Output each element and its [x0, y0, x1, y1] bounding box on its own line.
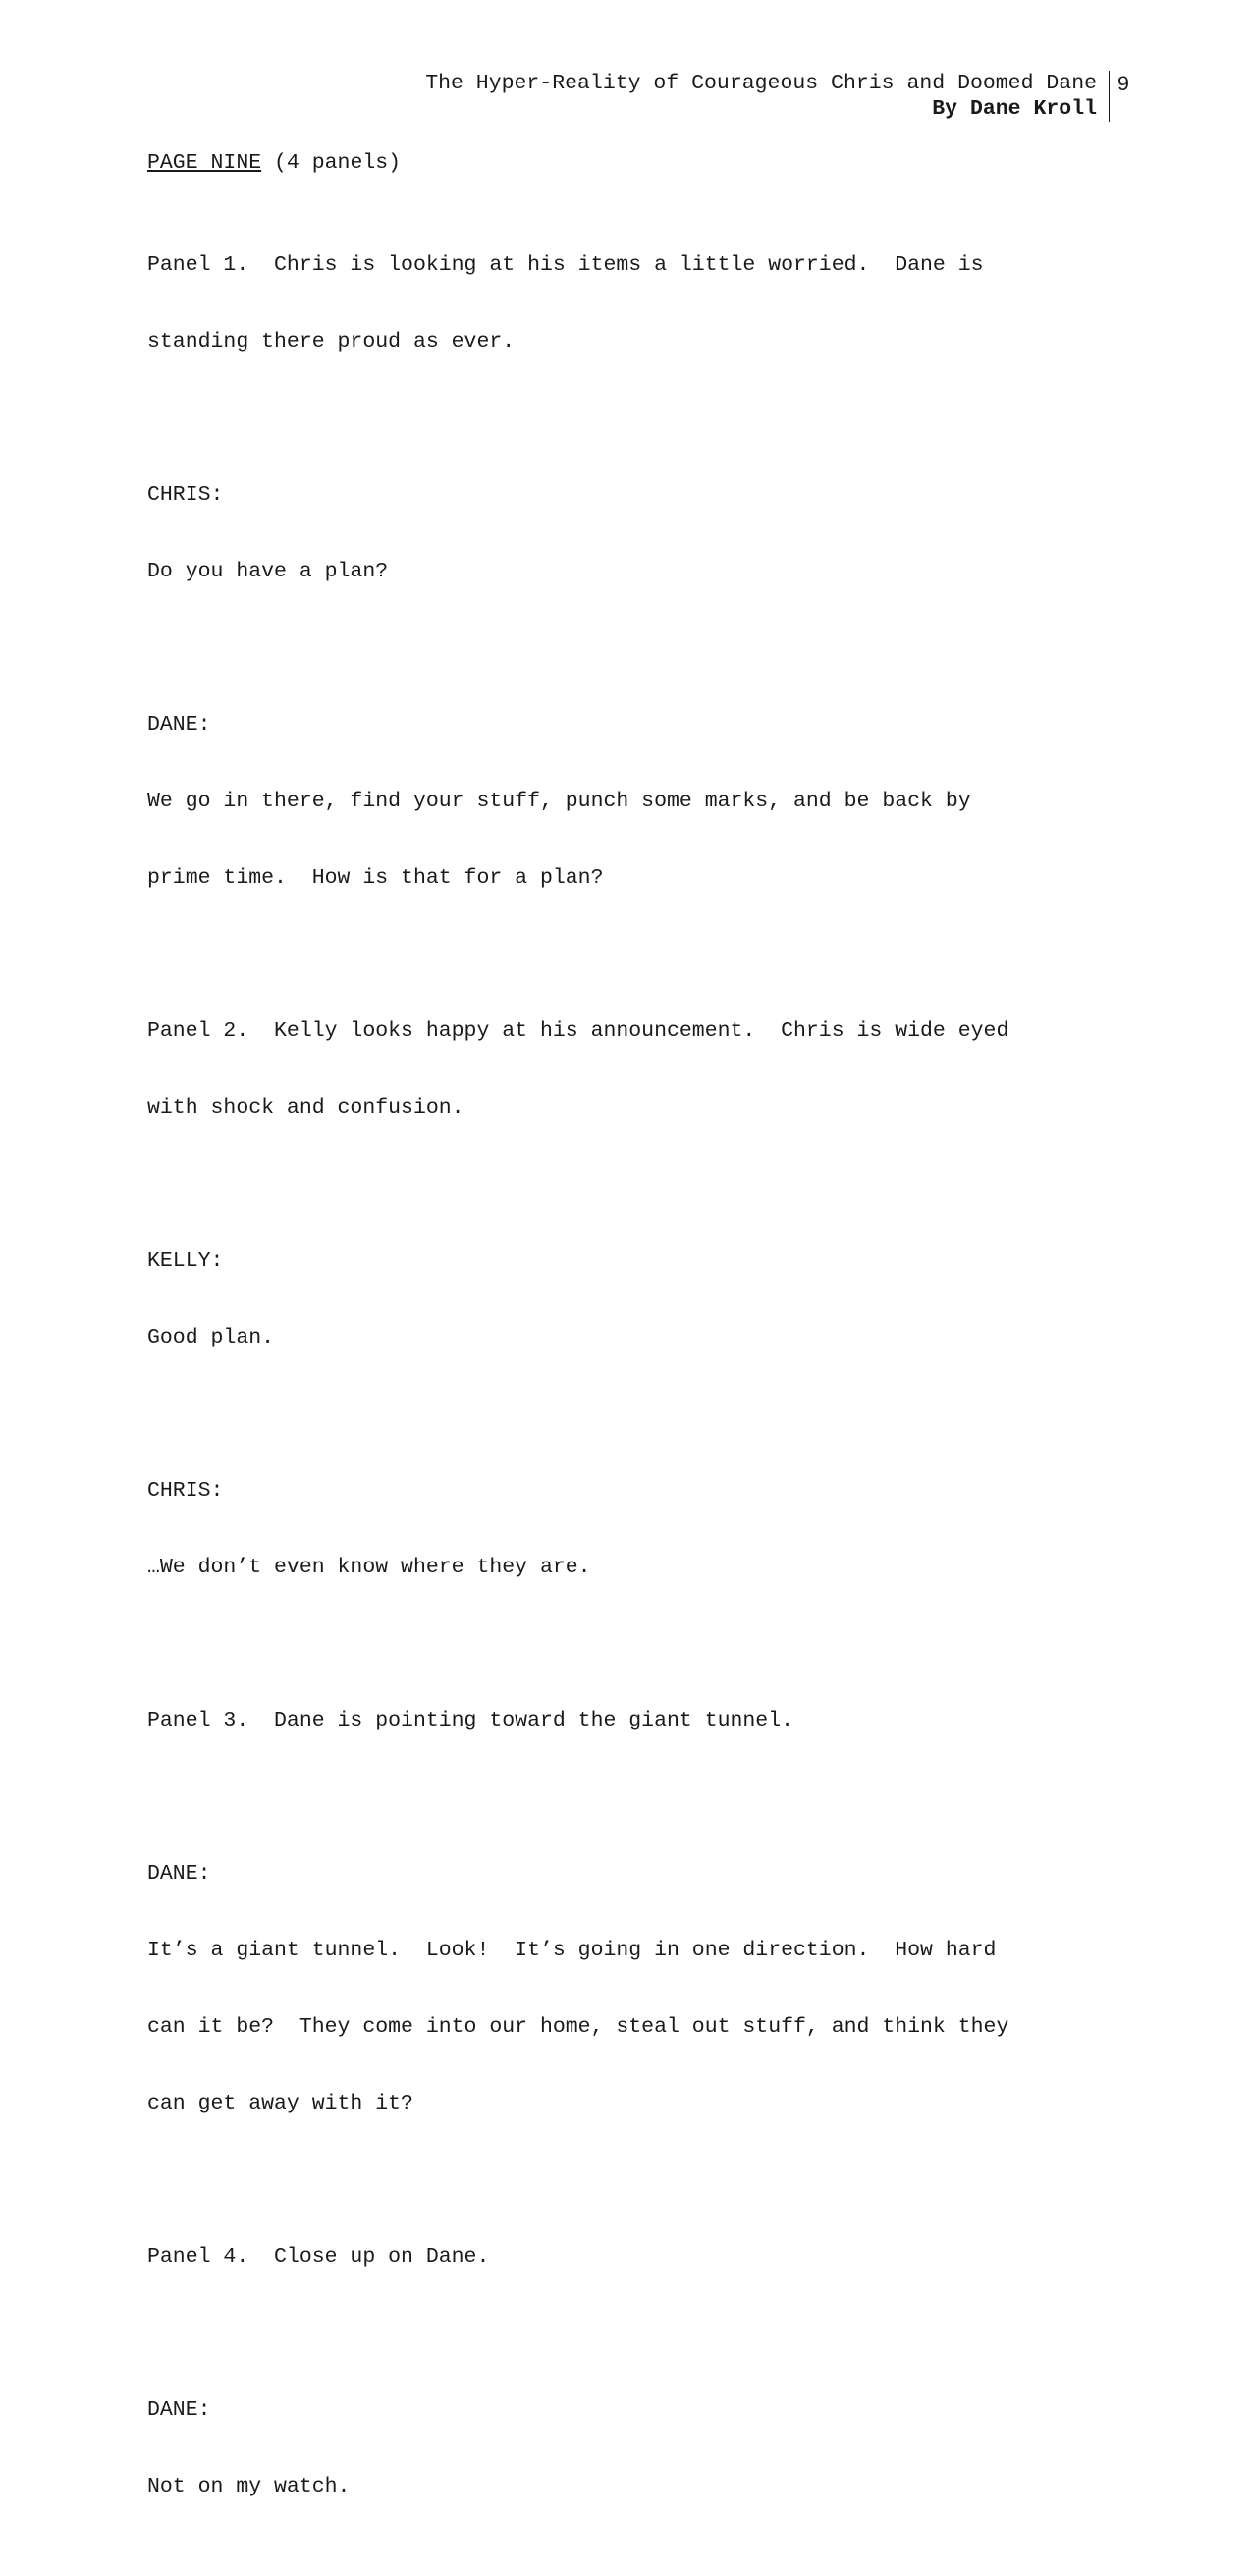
page-heading-label: PAGE NINE — [147, 151, 262, 175]
script-title: The Hyper-Reality of Courageous Chris and Doomed Dane — [425, 72, 1097, 95]
dialogue-chris-2 — [147, 1427, 1129, 1631]
panel-description-1 — [147, 201, 1129, 406]
character-name: DANE: — [147, 2398, 211, 2422]
dialogue-line: Good plan. — [147, 1326, 275, 1349]
panel-description-line: Panel 3. Dane is pointing toward the giant tunnel. — [147, 1709, 794, 1732]
panel-description-line: Panel 4. Close up on Dane. — [147, 2245, 490, 2269]
panel-description-line: with shock and confusion. — [147, 1096, 464, 1120]
dialogue-dane-3 — [147, 2346, 1129, 2550]
dialogue-kelly-1 — [147, 1197, 1129, 1401]
dialogue-line: can it be? They come into our home, steal out stuff, and think they — [147, 2015, 1009, 2039]
dialogue-line: Not on my watch. — [147, 2475, 351, 2498]
dialogue-line: prime time. How is that for a plan? — [147, 866, 604, 890]
character-name: CHRIS: — [147, 1479, 224, 1503]
dialogue-dane-2 — [147, 1810, 1129, 2167]
page-heading-panel-count: (4 panels) — [261, 151, 402, 175]
dialogue-line: Do you have a plan? — [147, 560, 389, 583]
panel-description-line: standing there proud as ever. — [147, 330, 516, 354]
dialogue-chris-1 — [147, 431, 1129, 635]
character-name: KELLY: — [147, 1249, 224, 1273]
dialogue-line: We go in there, find your stuff, punch some marks, and be back by — [147, 790, 971, 813]
panel-description-line: Panel 2. Kelly looks happy at his announcement. Chris is wide eyed — [147, 1019, 1009, 1043]
page-heading — [147, 150, 1129, 176]
dialogue-line: It’s a giant tunnel. Look! It’s going in one direction. How hard — [147, 1939, 997, 1962]
character-name: DANE: — [147, 713, 211, 737]
dialogue-line: …We don’t even know where they are. — [147, 1556, 591, 1579]
dialogue-line: can get away with it? — [147, 2092, 413, 2115]
panel-description-2 — [147, 967, 1129, 1172]
panel-description-line: Panel 1. Chris is looking at his items a little worried. Dane is — [147, 253, 984, 277]
panel-description-4 — [147, 2193, 1129, 2321]
script-author: By Dane Kroll — [932, 97, 1097, 121]
dialogue-dane-1 — [147, 661, 1129, 942]
page-number: 9 — [1117, 72, 1129, 95]
page-header — [425, 71, 1110, 122]
character-name: CHRIS: — [147, 483, 224, 507]
character-name: DANE: — [147, 1862, 211, 1886]
script-body — [147, 150, 1129, 2576]
panel-description-3 — [147, 1657, 1129, 1784]
